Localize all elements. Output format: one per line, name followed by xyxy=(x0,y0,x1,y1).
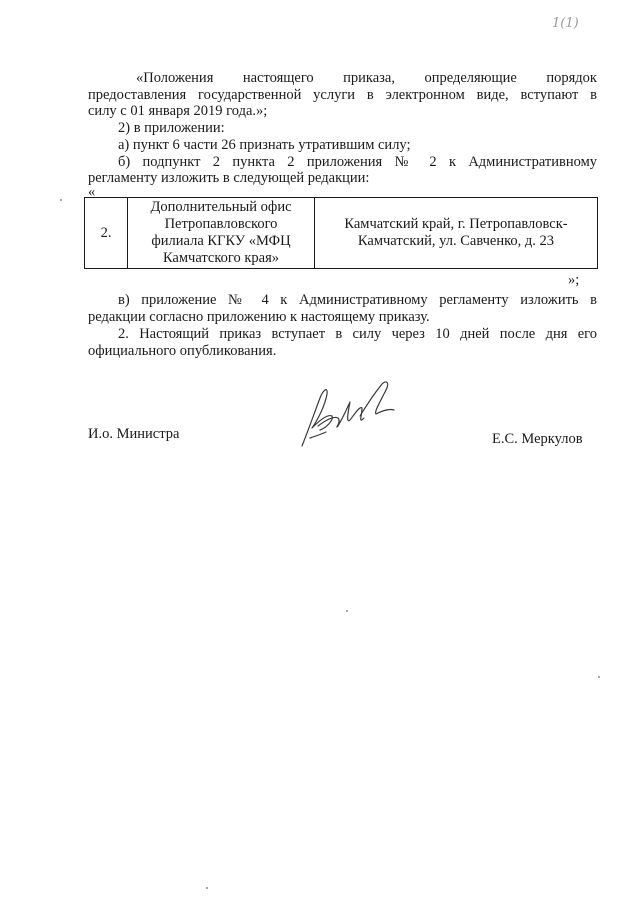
office-address-cell xyxy=(315,198,598,269)
row-number: 2. xyxy=(85,198,128,269)
para1-word: определяющие xyxy=(424,70,517,86)
office-table xyxy=(84,197,598,269)
handwritten-signature xyxy=(290,376,405,451)
item-final-line1: 2. Настоящий приказ вступает в силу через 10 дней после дня его xyxy=(118,326,597,342)
item-b-line2: регламенту изложить в следующей редакции: xyxy=(88,170,370,186)
para1-line3: силу с 01 января 2019 года.»; xyxy=(88,103,268,119)
item-b-line1: б) подпункт 2 пункта 2 приложения № 2 к Административному xyxy=(118,154,597,170)
office-name-line: Камчатского края» xyxy=(162,250,280,266)
quote-open: « xyxy=(88,184,96,200)
scan-speck xyxy=(346,610,348,612)
para1-line1 xyxy=(136,70,597,86)
item-a: а) пункт 6 части 26 признать утратившим силу; xyxy=(118,137,411,153)
scan-speck xyxy=(60,199,62,201)
para1-word: приказа, xyxy=(343,70,395,86)
office-address-line: Камчатский, ул. Савченко, д. 23 xyxy=(357,233,555,249)
scan-speck xyxy=(206,887,208,889)
office-name-line: филиала КГКУ «МФЦ xyxy=(151,233,291,249)
item-final-line2: официального опубликования. xyxy=(88,343,277,359)
item-2-heading: 2) в приложении: xyxy=(118,120,225,136)
scan-speck xyxy=(598,676,600,678)
para1-line2: предоставления государственной услуги в электронном виде, вступают в xyxy=(88,87,597,103)
signatory-name: Е.С. Меркулов xyxy=(492,431,583,447)
office-name-line: Дополнительный офис xyxy=(150,199,292,215)
signatory-position: И.о. Министра xyxy=(88,426,180,442)
table-row xyxy=(85,198,598,269)
quote-close: »; xyxy=(568,272,580,288)
page-number-handwritten: 1(1) xyxy=(552,16,579,31)
para1-word: «Положения xyxy=(136,70,214,86)
office-address-line: Камчатский край, г. Петропавловск- xyxy=(344,216,568,232)
item-v-line1: в) приложение № 4 к Административному регламенту изложить в xyxy=(118,292,597,308)
office-name-line: Петропавловского xyxy=(164,216,278,232)
item-v-line2: редакции согласно приложению к настоящему приказу. xyxy=(88,309,430,325)
para1-word: порядок xyxy=(546,70,597,86)
para1-word: настоящего xyxy=(242,70,314,86)
office-name-cell xyxy=(128,198,315,269)
